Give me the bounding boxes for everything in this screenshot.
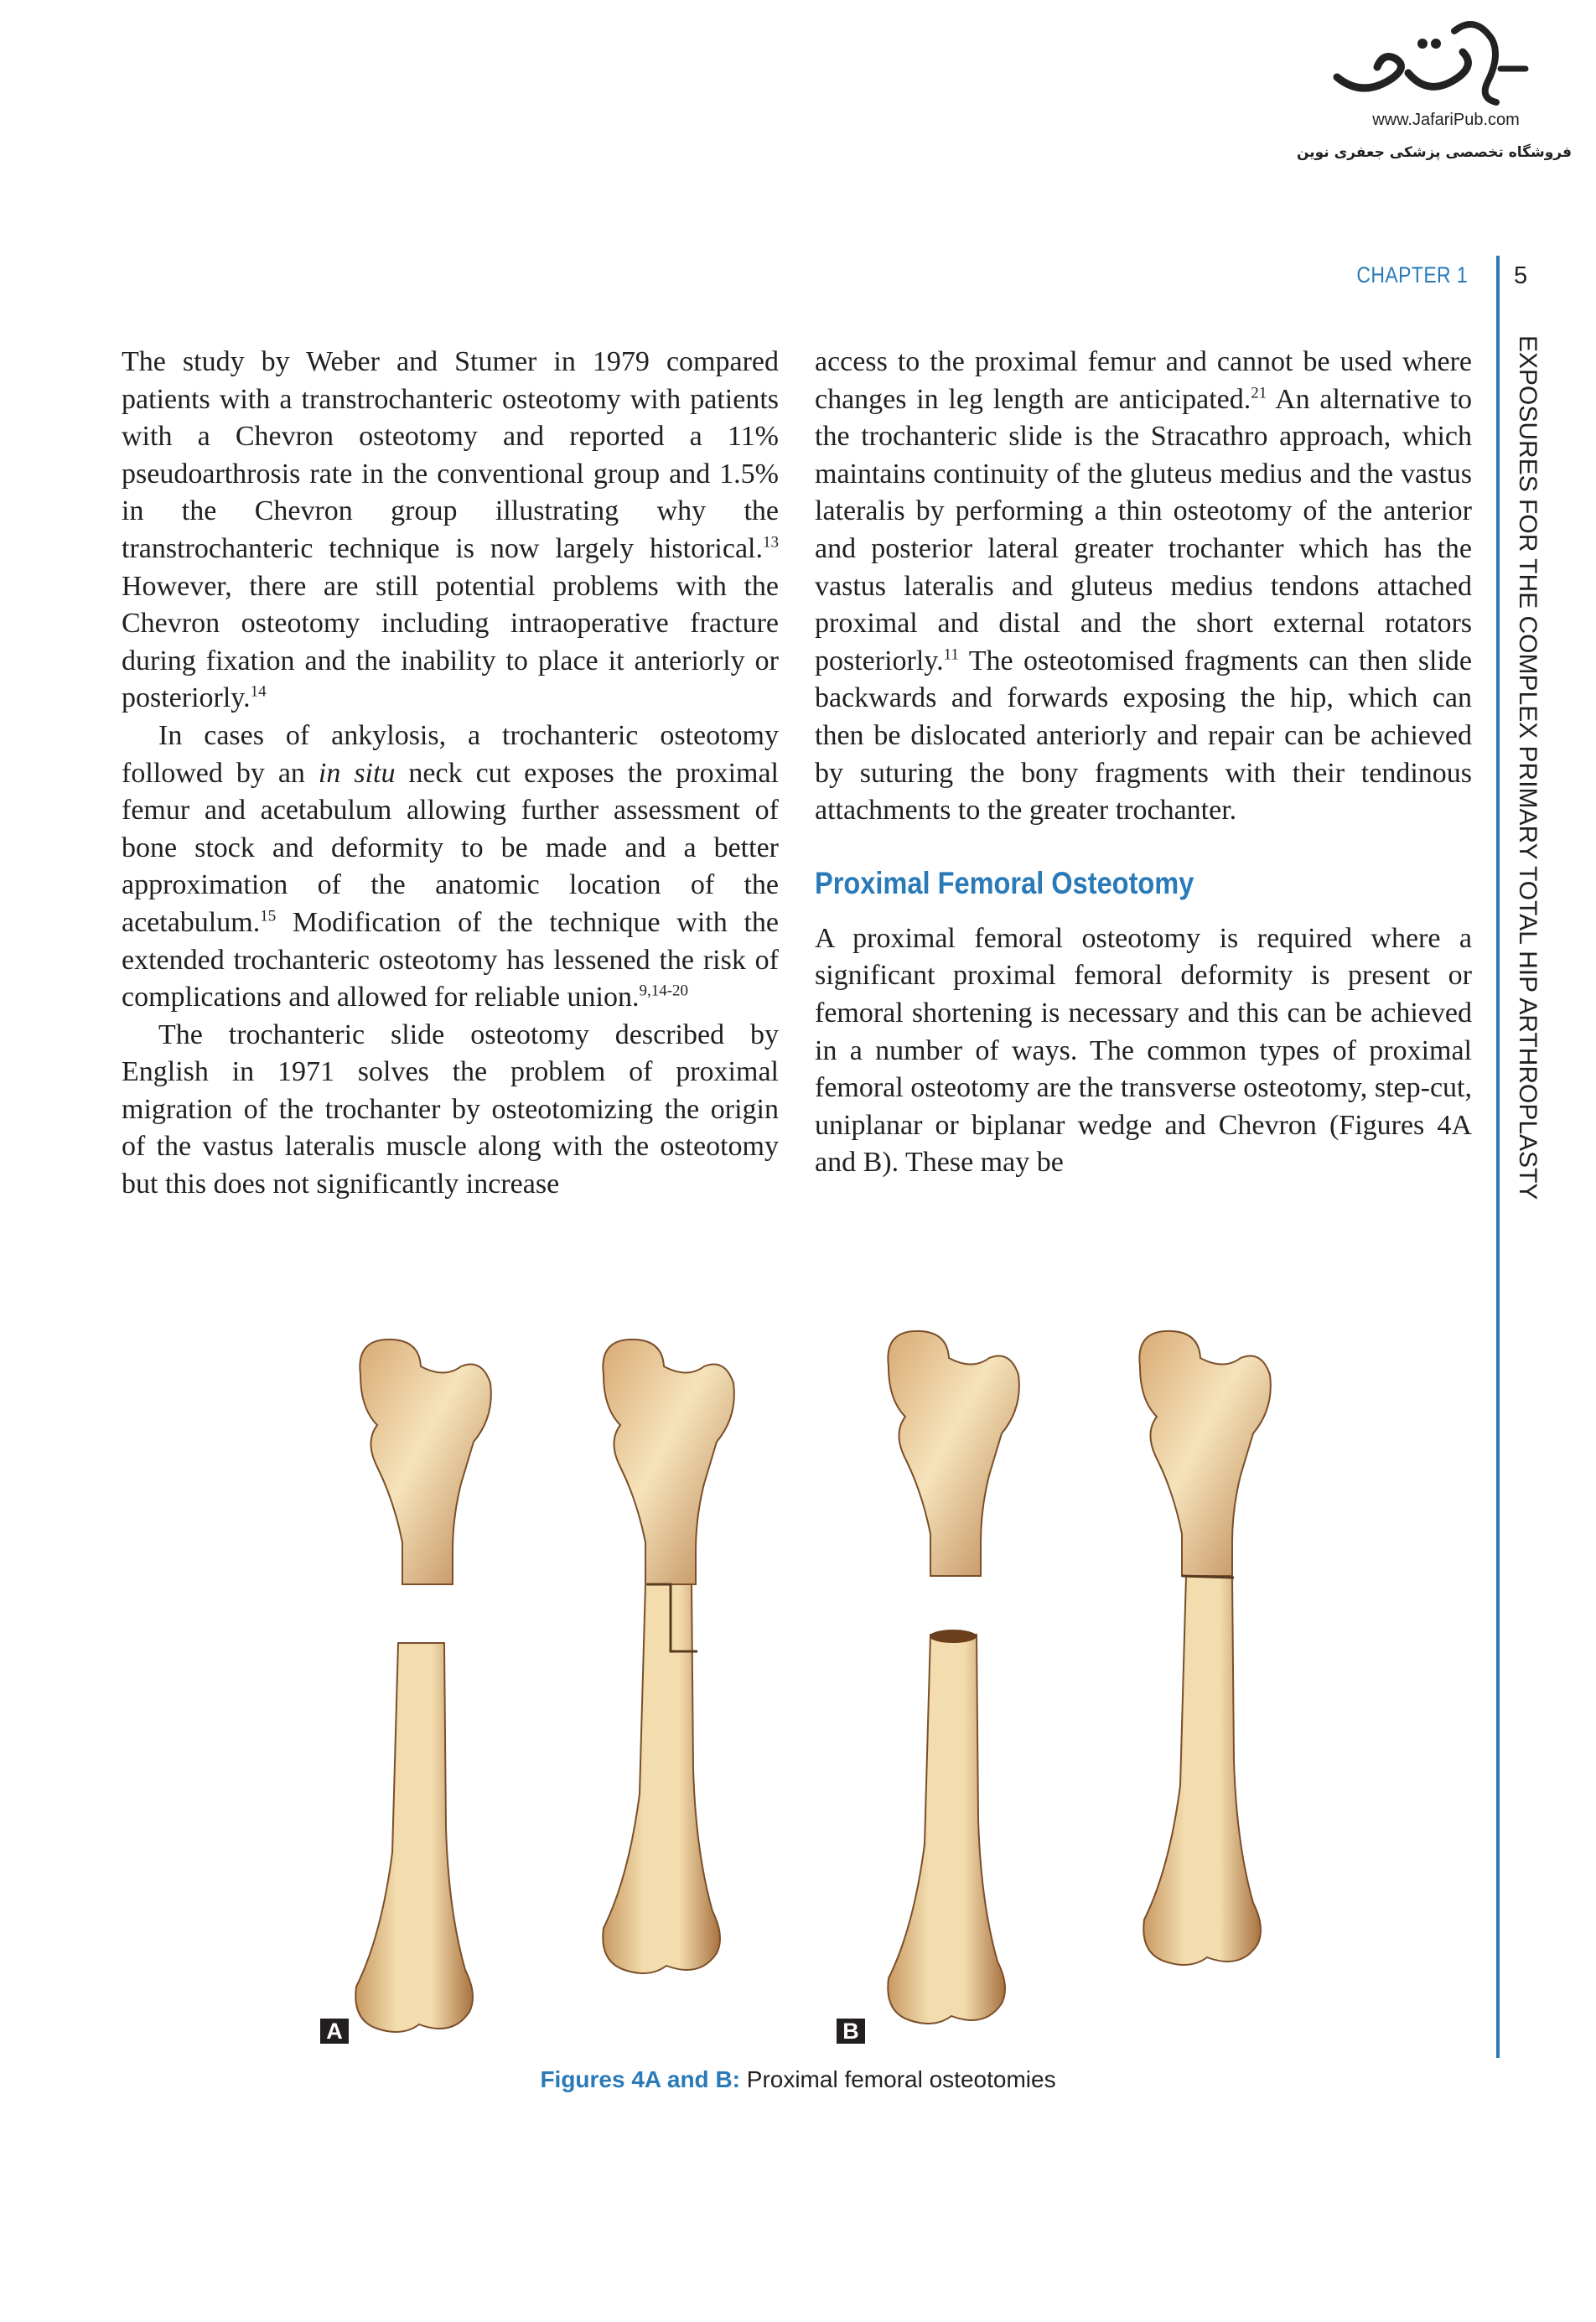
reference-superscript: 14 — [250, 683, 267, 702]
paragraph: The trochanteric slide osteotomy described by English in 1971 solves the problem of proximal migration of the trochanter by osteotomizing the origin of the vastus lateralis muscle along with the osteotomy but this does not significantly increase — [122, 1018, 779, 1200]
femur-transverse-separated — [888, 1331, 1019, 2024]
proximal-fragment — [888, 1331, 1018, 1576]
text-run: However, there are still potential problems with the Chevron osteotomy including intraoperative fracture during fixation and the inability to place it anteriorly or posteriorly. — [122, 570, 779, 714]
page-number: 5 — [1514, 262, 1528, 289]
proximal-fragment — [603, 1340, 733, 1584]
distal-shaft — [603, 1584, 720, 1973]
text-run: In cases of ankylosis, a trochanteric osteotomy followed by an — [122, 719, 779, 789]
panel-label-a: A — [320, 2019, 349, 2044]
proximal-fragment — [360, 1340, 490, 1584]
paragraph — [122, 718, 779, 1017]
paragraph: A proximal femoral osteotomy is required where a significant proximal femoral deformity is present or femoral shortening is necessary and this can be achieved in a number of ways. The common types of proximal femoral osteotomy are the transverse osteotomy, step-cut, uniplanar or biplanar wedge and Chevron (Figures 4A and B). These may be — [815, 922, 1472, 1179]
reference-superscript: 9,14-20 — [639, 982, 689, 1000]
logo-tagline: فروشگاه تخصصی پزشکی جعفری نوین — [1296, 144, 1572, 161]
left-column — [122, 344, 779, 1204]
logo-url: www.JafariPub.com — [1372, 111, 1520, 129]
text-run: The study by Weber and Stumer in 1979 compared patients with a transtrochanteric osteotomy with patients with a Chevron osteotomy and reported a 11% pseudoarthrosis rate in the conventional group and 1.5% in the Chevron group illustrating why the transtrochanteric technique is now largely historical. — [122, 346, 779, 564]
section-heading: Proximal Femoral Osteotomy — [815, 865, 1194, 900]
text-run: The osteotomised fragments can then slide backwards and forwards exposing the hip, which can then be dislocated anteriorly and repair can be achieved by suturing the bony fragments with their tendinous attachments to the greater trochanter. — [815, 645, 1472, 827]
running-header-chapter: CHAPTER 1 — [1356, 262, 1468, 288]
reference-superscript: 15 — [260, 907, 277, 925]
reference-superscript: 11 — [943, 645, 959, 664]
text-run: access to the proximal femur and cannot be used where changes in leg length are anticipated. — [815, 346, 1472, 415]
calligraphy-logo-icon — [1329, 18, 1530, 119]
femur-stepcut-separated — [355, 1340, 491, 2032]
text-run: An alternative to the trochanteric slide is the Stracathro approach, which maintains continuity of the gluteus medius and the vastus lateralis by performing a thin osteotomy of the anterior and posterior lateral greater trochanter which has the vastus lateralis and gluteus medius tendons attached proximal and distal and the short external rotators posteriorly. — [815, 383, 1472, 676]
right-column — [815, 344, 1472, 1182]
paragraph — [815, 344, 1472, 830]
reference-superscript: 21 — [1251, 384, 1267, 402]
caption-text: Proximal femoral osteotomies — [739, 2066, 1056, 2092]
reference-superscript: 13 — [763, 533, 779, 552]
femur-osteotomy-figure — [310, 1308, 1517, 2062]
publisher-logo — [1295, 18, 1572, 182]
text-run: Modification of the technique with the extended trochanteric osteotomy has lessened the risk of complications and allowed for reliable union. — [122, 906, 779, 1013]
figure-caption — [0, 2066, 1596, 2093]
caption-lead: Figures 4A and B: — [540, 2066, 740, 2092]
panel-label-b: B — [837, 2019, 865, 2044]
italic-term: in situ — [318, 757, 396, 789]
distal-shaft — [888, 1635, 1005, 2024]
femur-transverse-reduced — [1139, 1331, 1270, 1965]
proximal-fragment — [1139, 1331, 1270, 1576]
side-running-title: EXPOSURES FOR THE COMPLEX PRIMARY TOTAL HIP ARTHROPLASTY — [1514, 335, 1542, 1200]
femur-stepcut-reduced — [603, 1340, 734, 1973]
paragraph — [122, 344, 779, 718]
text-run: neck cut exposes the proximal femur and acetabulum allowing further assessment of bone stock and deformity to be made and a better approximation of the anatomic location of the acetabulum. — [122, 757, 780, 938]
distal-shaft — [355, 1643, 473, 2032]
distal-shaft — [1143, 1576, 1261, 1965]
